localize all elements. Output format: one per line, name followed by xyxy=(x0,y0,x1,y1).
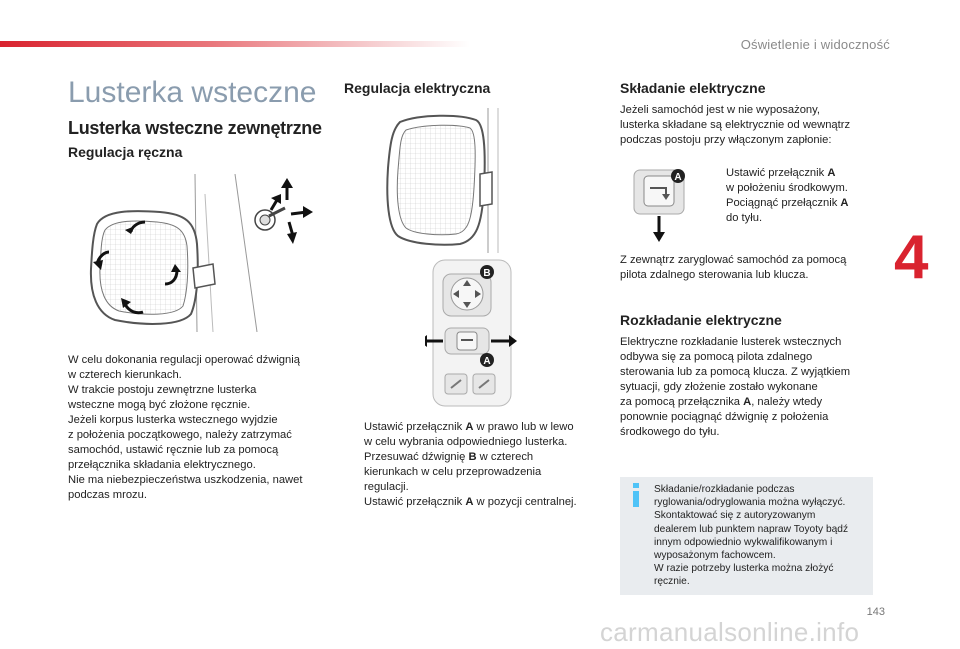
page-number: 143 xyxy=(866,606,885,618)
folding-steps xyxy=(706,166,876,226)
manual-line: W celu dokonania regulacji operować dźwignią xyxy=(68,354,300,366)
list-line: do tyłu. xyxy=(726,212,763,224)
manual-line: Jeżeli korpus lusterka wstecznego wyjdzie xyxy=(68,414,278,426)
folding-outro-line: pilota zdalnego sterowania lub klucza. xyxy=(620,269,809,281)
list-item xyxy=(706,166,876,196)
info-line: wyposażonym fachowcem. xyxy=(654,550,776,562)
section-subtitle: Lusterka wsteczne zewnętrzne xyxy=(68,118,322,138)
info-line: dealerem lub punktem napraw Toyoty bądź xyxy=(654,523,849,535)
unfolding-line: za pomocą przełącznika A, należy wtedy xyxy=(620,396,823,408)
manual-adjust-heading: Regulacja ręczna xyxy=(68,144,183,160)
folding-intro-line: Jeżeli samochód jest w nie wyposażony, xyxy=(620,104,821,116)
switch-a-label: A xyxy=(483,356,491,367)
manual-line: w czterech kierunkach. xyxy=(68,369,182,381)
unfolding-text xyxy=(620,335,880,440)
folding-outro-line: Z zewnątrz zaryglować samochód za pomocą xyxy=(620,254,847,266)
list-line: Ustawić przełącznik A xyxy=(726,167,836,179)
manual-line: z położenia początkowego, należy zatrzymać xyxy=(68,429,292,441)
manual-line: podczas mrozu. xyxy=(68,489,147,501)
electric-switch-panel xyxy=(425,256,517,408)
folding-outro xyxy=(620,253,880,283)
info-icon xyxy=(627,483,645,507)
manual-line: przełącznika składania elektrycznego. xyxy=(68,459,256,471)
manual-line: W trakcie postoju zewnętrzne lusterka xyxy=(68,384,257,396)
list-line: w położeniu środkowym. xyxy=(726,182,848,194)
chapter-title: Oświetlenie i widoczność xyxy=(740,37,890,52)
unfolding-line: ponownie pociągnąć dźwignię z położenia xyxy=(620,411,829,423)
unfolding-line: odbywa się za pomocą pilota zdalnego xyxy=(620,351,813,363)
switch-b-label: B xyxy=(483,268,491,279)
list-line: Przesuwać dźwignię B w czterech xyxy=(364,451,534,463)
list-line: regulacji. xyxy=(364,481,409,493)
unfolding-line: sterowania lub za pomocą klucza. Z wyjątkiem xyxy=(620,366,851,378)
unfolding-line: sytuacji, gdy złożenie zostało wykonane xyxy=(620,381,818,393)
electric-adjust-steps xyxy=(344,420,606,510)
info-line: ryglowania/odryglowania można wyłączyć. xyxy=(654,497,846,509)
info-line: W razie potrzeby lusterka można złożyć xyxy=(654,563,834,575)
electric-unfolding-heading: Rozkładanie elektryczne xyxy=(620,312,782,328)
info-line: Składanie/rozkładanie podczas xyxy=(654,484,795,495)
watermark: carmanualsonline.info xyxy=(600,617,860,647)
header-accent-bar xyxy=(0,41,470,47)
electric-mirror-illustration xyxy=(380,108,505,253)
page-title: Lusterka wsteczne xyxy=(68,76,317,109)
list-line: Ustawić przełącznik A w pozycji centralnej. xyxy=(364,496,577,508)
unfolding-line: Elektryczne rozkładanie lusterek wstecznych xyxy=(620,336,842,348)
list-line: kierunkach w celu przeprowadzenia xyxy=(364,466,542,478)
list-item xyxy=(706,196,876,226)
manual-adjust-text xyxy=(68,353,330,503)
manual-line: wsteczne mogą być złożone ręcznie. xyxy=(68,399,251,411)
info-line: Skontaktować się z autoryzowanym xyxy=(654,510,816,522)
list-line: Ustawić przełącznik A w prawo lub w lewo xyxy=(364,421,574,433)
list-line: Pociągnąć przełącznik A xyxy=(726,197,849,209)
electric-folding-heading: Składanie elektryczne xyxy=(620,80,766,96)
manual-line: samochód, ustawić ręcznie lub za pomocą xyxy=(68,444,279,456)
electric-adjust-heading: Regulacja elektryczna xyxy=(344,80,491,96)
manual-line: Nie ma niebezpieczeństwa uszkodzenia, nawet xyxy=(68,474,303,486)
folding-intro-line: lusterka składane są elektrycznie od wewnątrz xyxy=(620,119,851,131)
unfolding-line: środkowego do tyłu. xyxy=(620,426,720,438)
folding-switch-illustration xyxy=(628,166,690,244)
info-line: innym odpowiednio wykwalifikowanym i xyxy=(654,536,833,548)
info-text xyxy=(654,483,869,589)
list-line: w celu wybrania odpowiedniego lusterka. xyxy=(364,436,568,448)
folding-intro xyxy=(620,103,880,148)
info-line: ręcznie. xyxy=(654,576,690,588)
folding-intro-line: podczas postoju przy włączonym zapłonie: xyxy=(620,134,832,146)
list-item xyxy=(344,420,606,450)
list-item xyxy=(344,495,606,510)
folding-switch-a-label: A xyxy=(674,172,682,183)
manual-mirror-illustration xyxy=(85,174,330,332)
list-item xyxy=(344,450,606,495)
chapter-number: 4 xyxy=(894,223,929,292)
